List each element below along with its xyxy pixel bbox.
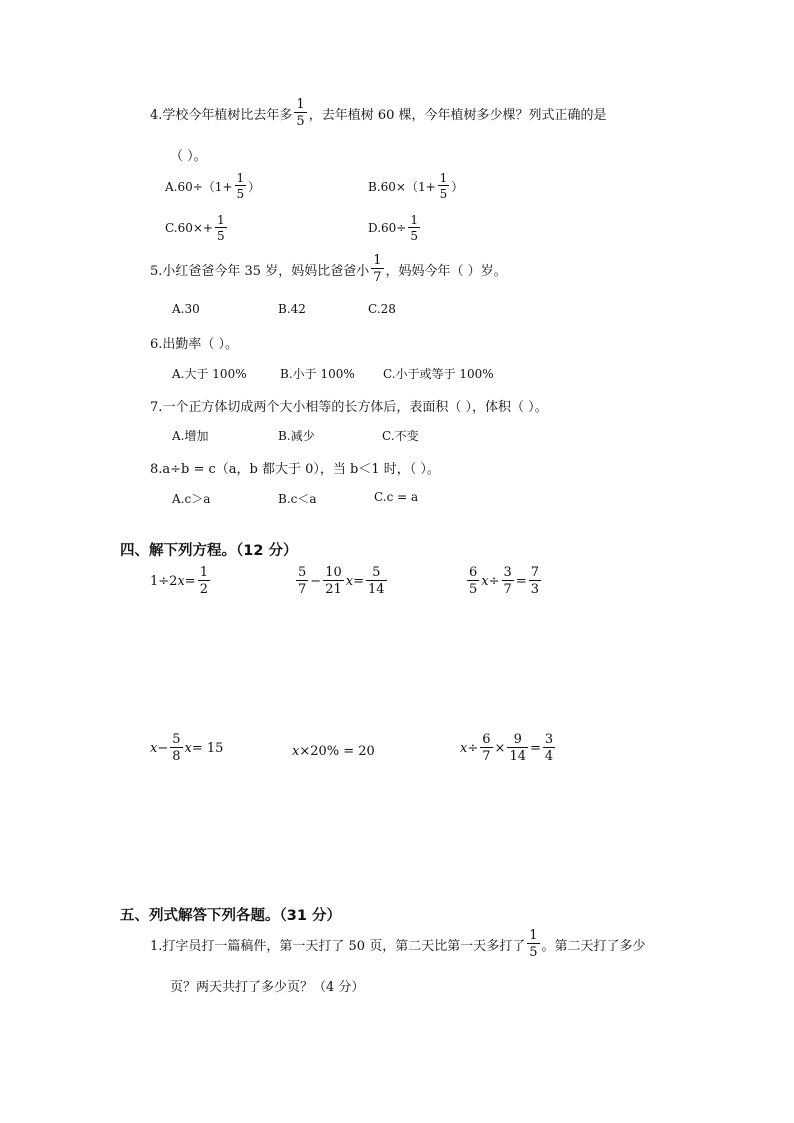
q8-option-a: A.c＞a: [172, 492, 211, 506]
q4-option-a: A.60÷（1+ $\frac{1}{5}$ ）: [165, 171, 261, 201]
equation-6: x ÷ $\frac{6}{7}$ × $\frac{9}{14}$ = $\frac{3}{4}$: [460, 732, 554, 764]
equation-5: x ×20% = 20: [292, 744, 375, 759]
equation-3: $\frac{6}{5}$ x ÷ $\frac{3}{7}$ = $\frac{7}{3}$: [469, 565, 539, 597]
s5-q1-line-2: 页？两天共打了多少页？（4 分）: [170, 980, 365, 995]
equation-4: x − $\frac{5}{8}$ x = 15: [150, 732, 224, 764]
q4-line: [150, 98, 607, 128]
q4-option-c: C.60×+ $\frac{1}{5}$: [165, 213, 225, 243]
q4-answer-blank: （ ）。: [170, 149, 207, 164]
q6-option-a: A.大于 100%: [172, 367, 247, 381]
q5-fraction: $\frac{1}{7}$: [373, 253, 382, 285]
s5-q1-fraction: $\frac{1}{5}$: [529, 928, 538, 960]
q6-option-c: C.小于或等于 100%: [383, 367, 494, 381]
q4-fraction: $\frac{1}{5}$: [296, 97, 305, 129]
q6-text: 6.出勤率（ ）。: [150, 337, 239, 352]
section4-title: 四、解下列方程。（12 分）: [120, 543, 298, 559]
q4-option-b: B.60×（1+ $\frac{1}{5}$ ）: [368, 171, 464, 201]
q7-option-c: C.不变: [382, 429, 419, 443]
q5-line: 5.小红爸爸今年 35 岁，妈妈比爸爸小 $\frac{1}{7}$ ，妈妈今年（ ）岁。: [150, 253, 507, 285]
q4-text-b: ，去年植树 60 棵，今年植树多少棵？列式正确的是: [308, 107, 607, 123]
q7-text: 7.一个正方体切成两个大小相等的长方体后，表面积（ ），体积（ ）。: [150, 400, 548, 415]
q7-option-b: B.减少: [278, 429, 315, 443]
q5-option-c: C.28: [368, 302, 396, 316]
q5-option-a: A.30: [172, 302, 200, 316]
q8-text: 8.a÷b = c（a，b 都大于 0），当 b＜1 时，（ ）。: [150, 462, 440, 477]
equation-2: $\frac{5}{7}$ − $\frac{10}{21}$ x = $\frac{5}{14}$: [298, 565, 385, 597]
q7-option-a: A.增加: [172, 429, 209, 443]
q8-option-b: B.c＜a: [278, 492, 317, 506]
s5-q1-line: 1.打字员打一篇稿件，第一天打了 50 页，第二天比第一天多打了 $\frac{1}{5}$ 。第二天打了多少: [150, 928, 646, 960]
equation-1: 1÷2 x = $\frac{1}{2}$: [150, 565, 208, 597]
q4-option-d: D.60÷ $\frac{1}{5}$: [368, 213, 418, 243]
q4-text-a: 4.学校今年植树比去年多: [150, 107, 293, 123]
section5-title: 五、列式解答下列各题。（31 分）: [120, 908, 341, 924]
q5-option-b: B.42: [278, 302, 306, 316]
q8-option-c: C.c = a: [374, 490, 419, 504]
q6-option-b: B.小于 100%: [280, 367, 355, 381]
